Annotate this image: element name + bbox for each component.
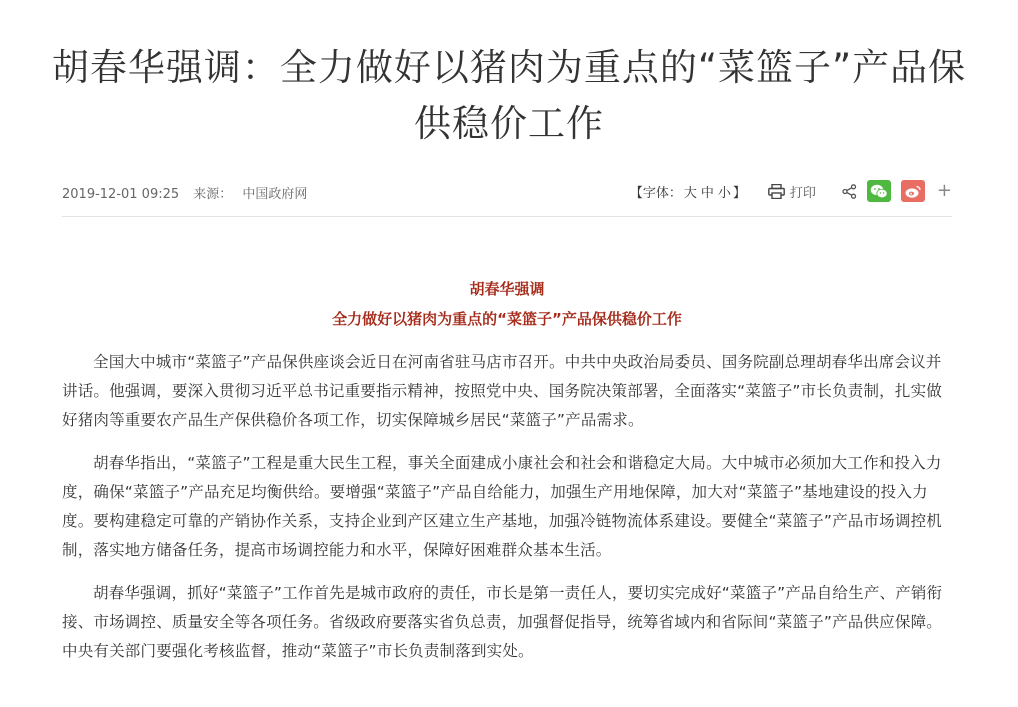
source-name: 中国政府网	[242, 187, 308, 202]
subhead-primary: 胡春华强调	[469, 280, 545, 298]
print-label: 打印	[789, 185, 816, 201]
share-icon[interactable]	[842, 184, 857, 199]
font-size-control	[630, 182, 746, 201]
font-size-small[interactable]: 小	[717, 185, 731, 201]
wechat-icon[interactable]	[867, 180, 891, 202]
meta-left	[62, 183, 317, 202]
paragraph: 胡春华指出，“菜篮子”工程是重大民生工程，事关全面建成小康社会和社会和谐稳定大局。大中城市必须加大工作和投入力度，确保“菜篮子”产品充足均衡供给。要增强“菜篮子”产品自给能力，加强生产用地保障，加大对“菜篮子”基地建设的投入力度。要构建稳定可靠的产销协作关系，支持企业到产区建立生产基地，加强冷链物流体系建设。要健全“菜篮子”产品市场调控机制，落实地方储备任务，提高市场调控能力和水平，保障好困难群众基本生活。	[62, 454, 942, 559]
article-body	[62, 348, 952, 680]
font-size-prefix: 【字体：	[629, 185, 682, 201]
weibo-icon[interactable]	[901, 180, 925, 202]
printer-icon	[768, 184, 785, 199]
font-size-large[interactable]: 大	[683, 185, 697, 201]
publish-date: 2019-12-01 09:25	[62, 187, 180, 202]
font-size-medium[interactable]: 中	[700, 185, 714, 201]
paragraph: 全国大中城市“菜篮子”产品保供座谈会近日在河南省驻马店市召开。中共中央政治局委员、国务院副总理胡春华出席会议并讲话。他强调，要深入贯彻习近平总书记重要指示精神，按照党中央、国务院决策部署，全面落实“菜篮子”市长负责制，扎实做好猪肉等重要农产品生产保供稳价各项工作，切实保障城乡居民“菜篮子”产品需求。	[62, 353, 942, 429]
subhead-secondary: 全力做好以猪肉为重点的“菜篮子”产品保供稳价工作	[332, 310, 682, 328]
source-label: 来源：	[193, 187, 233, 202]
paragraph: 胡春华强调，抓好“菜篮子”工作首先是城市政府的责任，市长是第一责任人，要切实完成好“菜篮子”产品自给生产、产销衔接、市场调控、质量安全等各项任务。省级政府要落实省负总责，加强督促指导，统筹省域内和省际间“菜篮子”产品供应保障。中央有关部门要强化考核监督，推动“菜篮子”市长负责制落到实处。	[62, 584, 943, 660]
more-share-icon[interactable]: +	[936, 180, 952, 201]
meta-toolbar	[630, 175, 952, 207]
article-meta	[62, 175, 952, 207]
font-size-suffix: 】	[732, 185, 746, 201]
print-button[interactable]	[768, 182, 816, 201]
header-divider	[62, 216, 952, 217]
article-title: 胡春华强调：全力做好以猪肉为重点的“菜篮子”产品保供稳价工作	[51, 46, 967, 145]
